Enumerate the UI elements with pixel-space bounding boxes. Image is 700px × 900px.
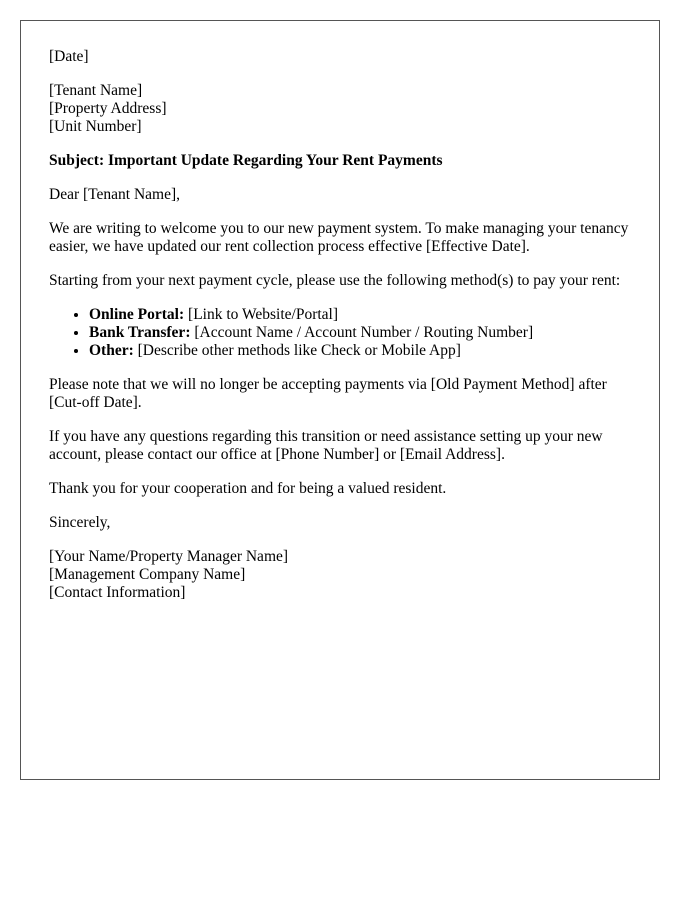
payment-method-other bbox=[89, 342, 631, 360]
payment-method-label: Bank Transfer: bbox=[89, 324, 191, 341]
letter-date: [Date] bbox=[49, 48, 89, 65]
recipient-tenant-name: [Tenant Name] bbox=[49, 82, 143, 99]
letter-page bbox=[20, 20, 660, 780]
payment-method-label: Other: bbox=[89, 342, 134, 359]
letter-paragraph-intro: We are writing to welcome you to our new payment system. To make managing your tenancy easier, we have updated our rent collection process effective [Effective Date]. bbox=[49, 220, 629, 255]
letter-paragraph-methods-intro: Starting from your next payment cycle, please use the following method(s) to pay your rent: bbox=[49, 272, 621, 289]
letter-subject: Subject: Important Update Regarding Your Rent Payments bbox=[49, 152, 443, 169]
recipient-unit-number: [Unit Number] bbox=[49, 118, 142, 135]
payment-method-bank-transfer bbox=[89, 324, 631, 342]
signature-name: [Your Name/Property Manager Name] bbox=[49, 548, 289, 565]
payment-method-detail: [Describe other methods like Check or Mobile App] bbox=[133, 342, 461, 359]
payment-method-detail: [Link to Website/Portal] bbox=[184, 306, 339, 323]
signature-company: [Management Company Name] bbox=[49, 566, 246, 583]
letter-salutation: Dear [Tenant Name], bbox=[49, 186, 181, 203]
payment-methods-list bbox=[49, 306, 631, 360]
payment-method-label: Online Portal: bbox=[89, 306, 185, 323]
letter-paragraph-thanks: Thank you for your cooperation and for being a valued resident. bbox=[49, 480, 447, 497]
recipient-address-block bbox=[49, 82, 631, 136]
signature-contact: [Contact Information] bbox=[49, 584, 186, 601]
letter-closing: Sincerely, bbox=[49, 514, 111, 531]
letter-paragraph-old-method-notice: Please note that we will no longer be accepting payments via [Old Payment Method] after [Cut-off Date]. bbox=[49, 376, 607, 411]
signature-block bbox=[49, 548, 631, 602]
payment-method-detail: [Account Name / Account Number / Routing Number] bbox=[190, 324, 534, 341]
payment-method-online-portal bbox=[89, 306, 631, 324]
recipient-property-address: [Property Address] bbox=[49, 100, 167, 117]
letter-paragraph-contact: If you have any questions regarding this transition or need assistance setting up your new account, please contact our office at [Phone Number] or [Email Address]. bbox=[49, 428, 603, 463]
